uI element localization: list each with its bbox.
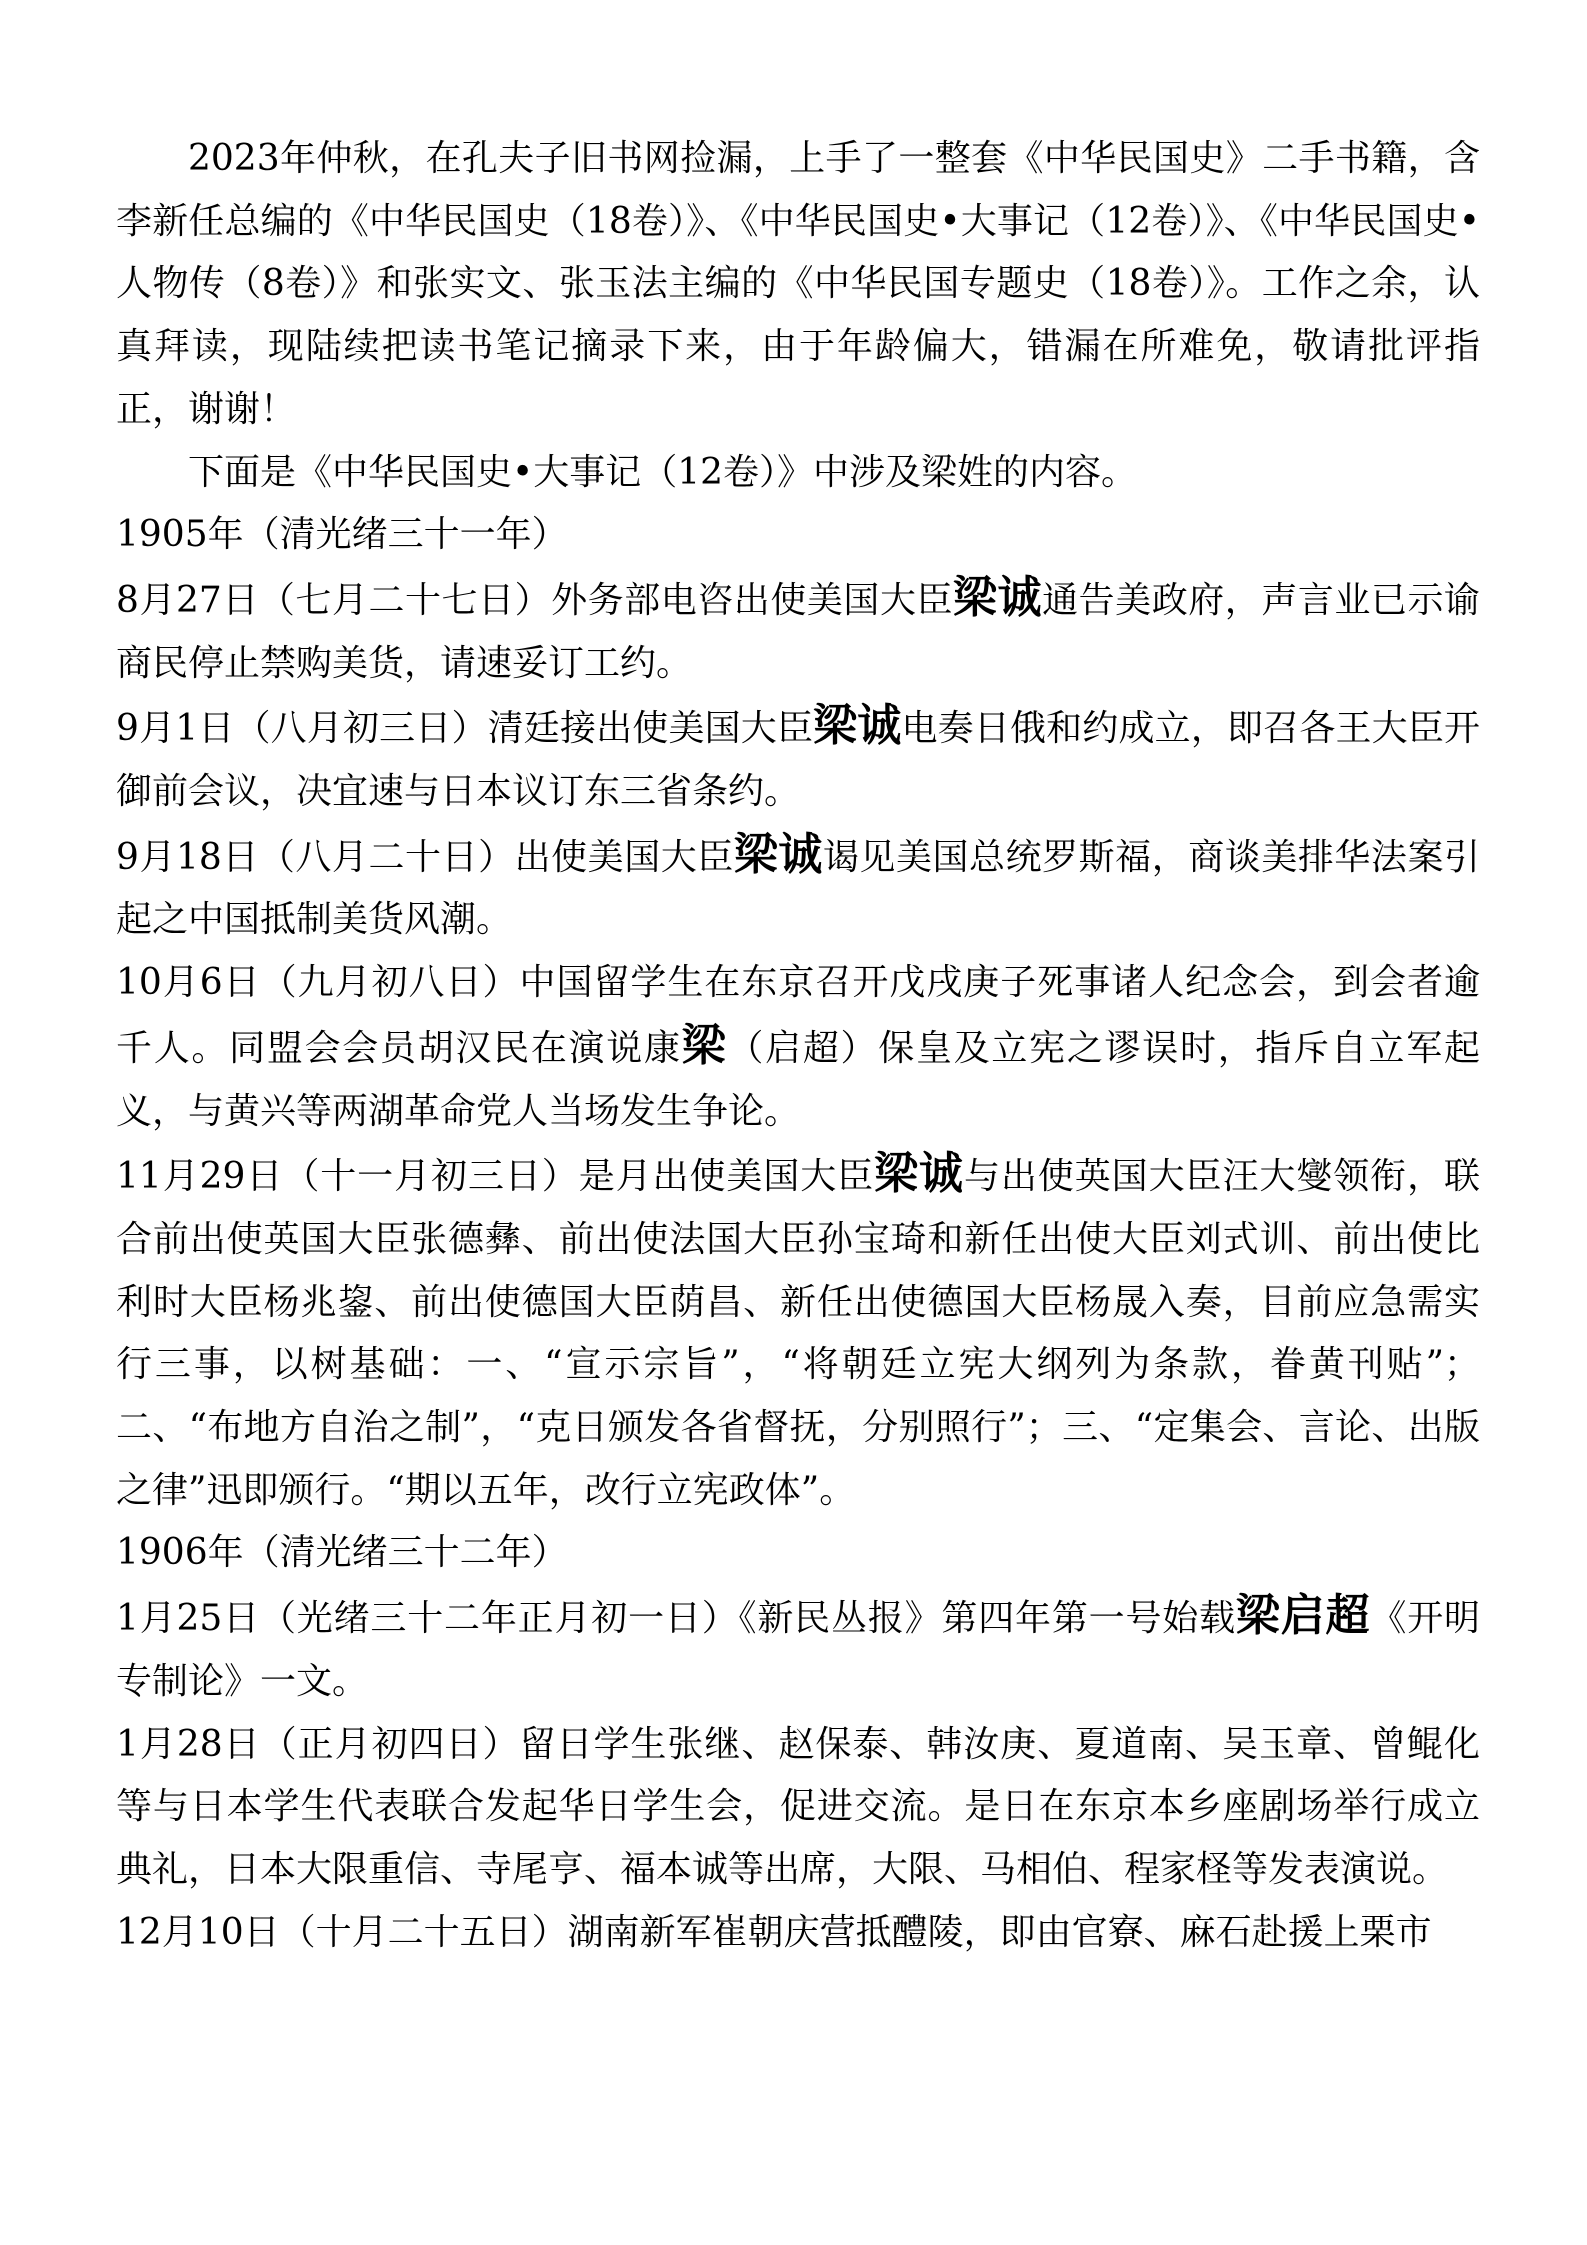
paragraph-year-1906 [116, 1522, 1480, 1585]
highlighted-name: 梁诚 [733, 828, 823, 880]
text-segment: 下面是《中华民国史•大事记（12卷）》中涉及梁姓的内容。 [188, 451, 1138, 493]
paragraph-scope [116, 442, 1480, 505]
paragraph-entry-1905-08-27 [116, 567, 1480, 695]
text-segment: 11月29日（十一月初三日）是月出使美国大臣 [116, 1156, 875, 1198]
highlighted-name: 梁诚 [953, 571, 1043, 623]
paragraph-year-1905 [116, 504, 1480, 567]
text-segment: 1月28日（正月初四日）留日学生张继、赵保泰、韩汝庚、夏道南、吴玉章、曾鲲化等与日本学生代表联合发起华日学生会，促进交流。是日在东京本乡座剧场举行成立典礼，日本大限重信、寺尾亨、福本诚等出席，大限、马相伯、程家柽等发表演说。 [116, 1723, 1480, 1890]
text-segment: 与出使英国大臣汪大燮领衔，联合前出使英国大臣张德彝、前出使法国大臣孙宝琦和新任出使大臣刘式训、前出使比利时大臣杨兆鋆、前出使德国大臣荫昌、新任出使德国大臣杨晟入奏，目前应急需实行三事，以树基础：一、“宣示宗旨”，“将朝廷立宪大纲列为条款，眷黄刊贴”；二、“布地方自治之制”，“克日颁发各省督抚，分别照行”；三、“定集会、言论、出版之律”迅即颁行。“期以五年，改行立宪政体”。 [116, 1156, 1480, 1511]
highlighted-name: 梁诚 [874, 1148, 964, 1200]
paragraph-entry-1905-10-06 [116, 952, 1480, 1143]
text-segment: 谒见美国总统罗斯福，商谈美排华法案引起之中国抵制美货风潮。 [116, 836, 1480, 941]
text-segment: 9月18日（八月二十日）出使美国大臣 [116, 836, 734, 878]
text-segment: 2023年仲秋，在孔夫子旧书网捡漏，上手了一整套《中华民国史》二手书籍，含李新任总编的《中华民国史（18卷）》、《中华民国史•大事记（12卷）》、《中华民国史•人物传（8卷）》和张实文、张玉法主编的《中华民国专题史（18卷）》。工作之余，认真拜读，现陆续把读书笔记摘录下来，由于年龄偏大，错漏在所难免，敬请批评指正，谢谢！ [116, 138, 1480, 430]
paragraph-entry-1905-09-01 [116, 695, 1480, 823]
paragraph-entry-1905-11-29 [116, 1143, 1480, 1522]
highlighted-name: 梁 [681, 1019, 728, 1071]
paragraph-entry-1906-01-25 [116, 1585, 1480, 1713]
text-segment: 1月25日（光绪三十二年正月初一日）《新民丛报》第四年第一号始载 [116, 1598, 1236, 1640]
highlighted-name: 梁诚 [813, 700, 902, 752]
text-segment: 8月27日（七月二十七日）外务部电咨出使美国大臣 [116, 579, 954, 621]
text-segment: 1905年（清光绪三十一年） [116, 514, 568, 556]
paragraph-entry-1906-12-10 [116, 1902, 1480, 1965]
text-segment: 1906年（清光绪三十二年） [116, 1532, 568, 1574]
highlighted-name: 梁启超 [1235, 1590, 1371, 1642]
text-segment: 12月10日（十月二十五日）湖南新军崔朝庆营抵醴陵，即由官寮、麻石赴援上栗市 [116, 1911, 1432, 1953]
text-segment: 《开明专制论》一文。 [116, 1598, 1481, 1702]
document-page [116, 128, 1480, 1964]
text-segment: 10月6日（九月初八日）中国留学生在东京召开戊戌庚子死事诸人纪念会，到会者逾千人。同盟会会员胡汉民在演说康 [116, 962, 1480, 1069]
text-segment: 9月1日（八月初三日）清廷接出使美国大臣 [116, 708, 814, 750]
paragraph-intro [116, 128, 1480, 442]
text-segment: 通告美政府，声言业已示谕商民停止禁购美货，请速妥订工约。 [116, 579, 1480, 684]
paragraph-entry-1906-01-28 [116, 1714, 1480, 1902]
paragraph-entry-1905-09-18 [116, 824, 1480, 952]
text-segment: 电奏日俄和约成立，即召各王大臣开御前会议，决宜速与日本议订东三省条约。 [116, 708, 1481, 813]
text-segment: （启超）保皇及立宪之谬误时，指斥自立军起义，与黄兴等两湖革命党人当场发生争论。 [116, 1027, 1480, 1132]
